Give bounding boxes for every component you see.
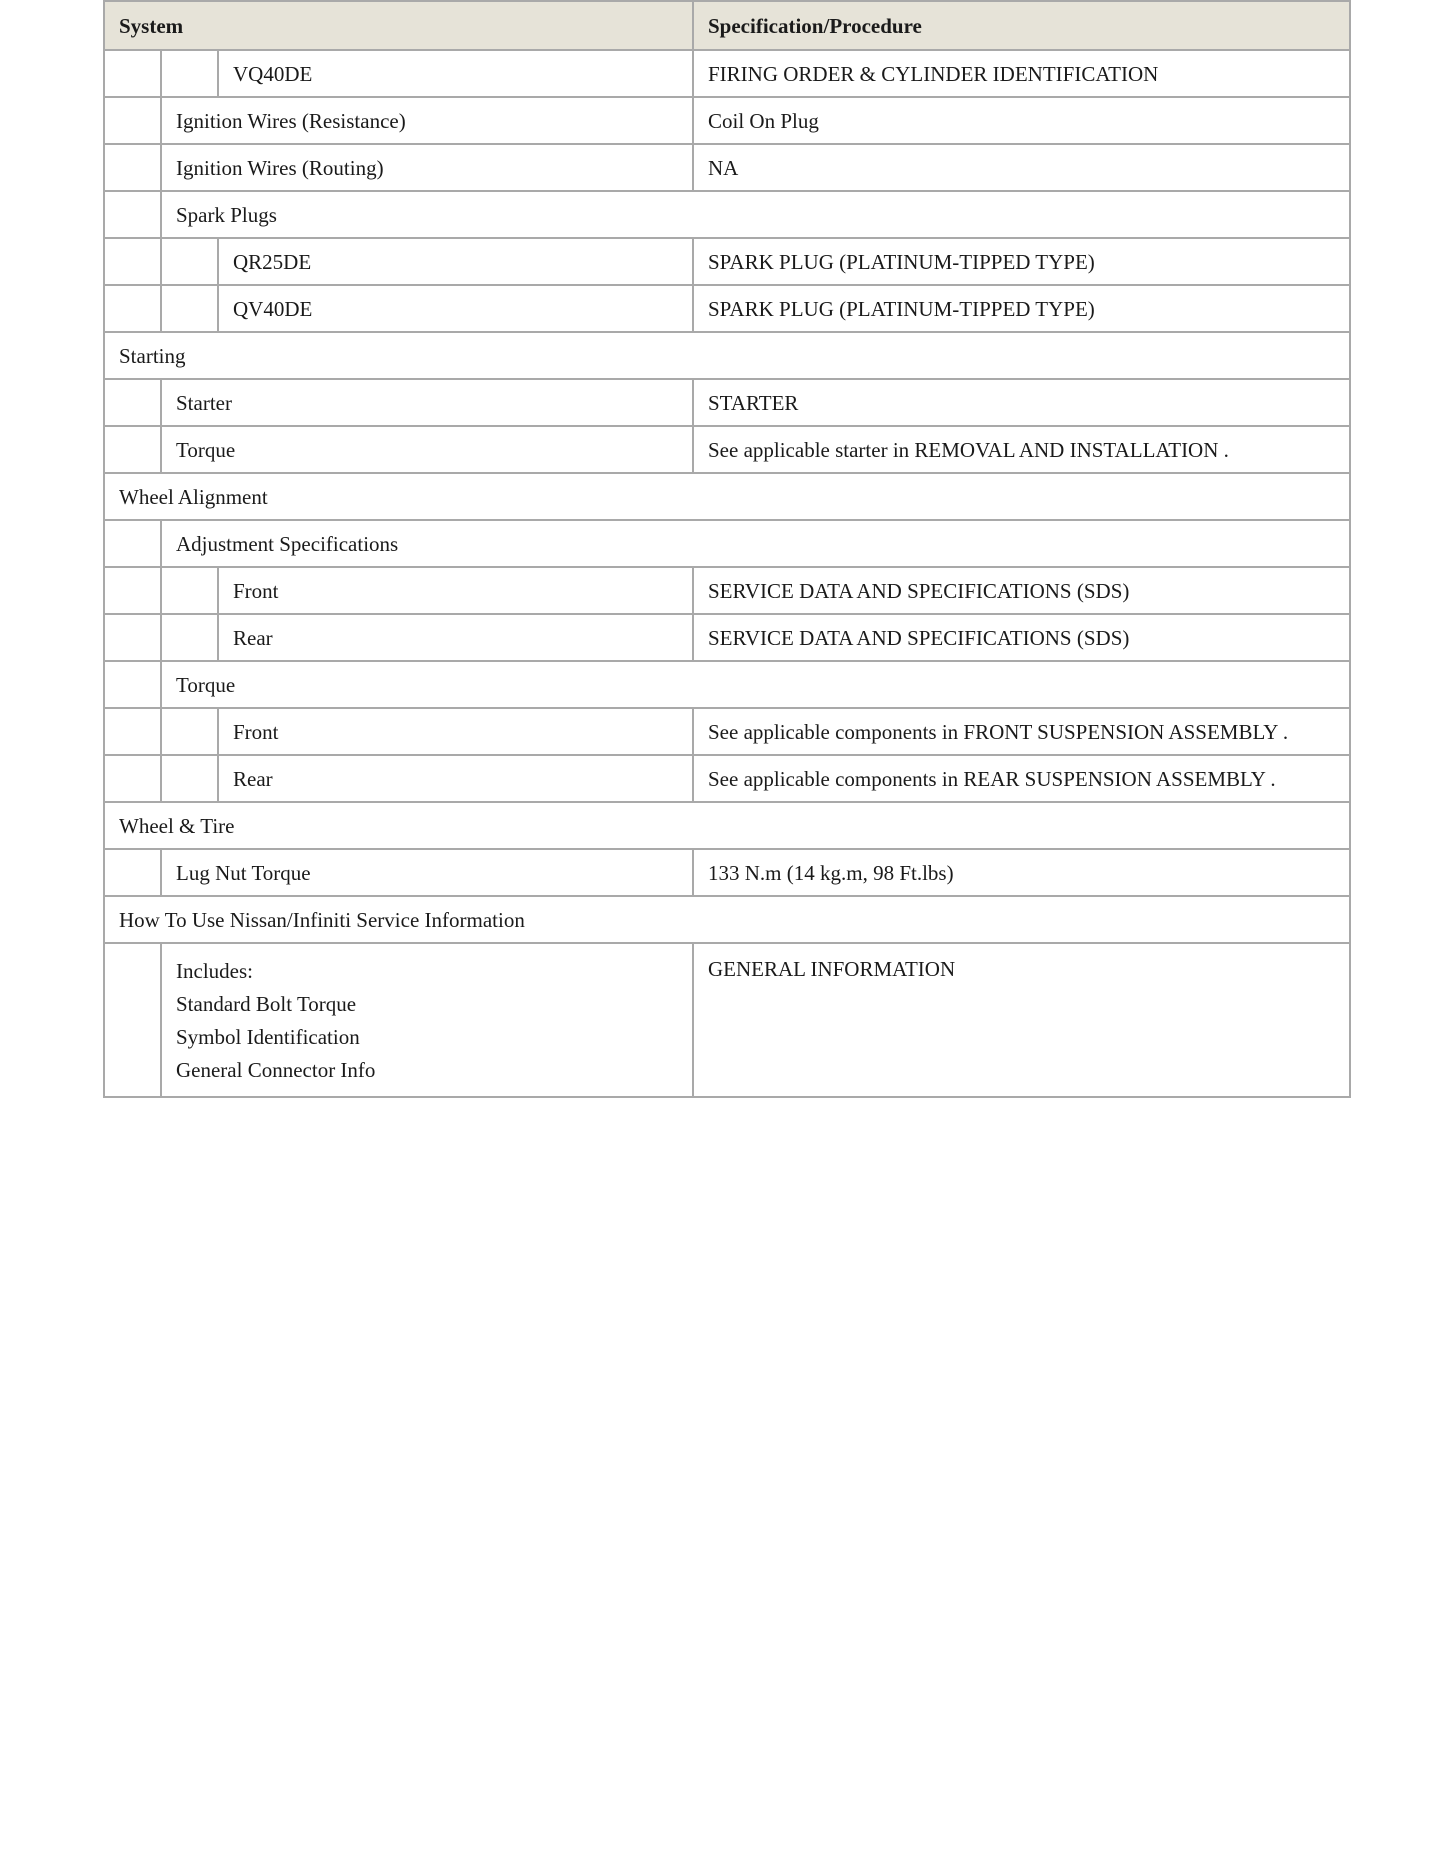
indent-cell (161, 755, 218, 802)
indent-cell (104, 520, 161, 567)
system-cell: Rear (218, 755, 693, 802)
indent-cell (104, 191, 161, 238)
system-cell: Adjustment Specifications (161, 520, 1350, 567)
system-cell: Wheel Alignment (104, 473, 1350, 520)
spec-cell: SPARK PLUG (PLATINUM-TIPPED TYPE) (693, 238, 1350, 285)
table-row (104, 708, 1350, 755)
system-cell: Ignition Wires (Resistance) (161, 97, 693, 144)
header-system: System (104, 1, 693, 50)
spec-cell: 133 N.m (14 kg.m, 98 Ft.lbs) (693, 849, 1350, 896)
system-cell: QV40DE (218, 285, 693, 332)
indent-cell (104, 708, 161, 755)
system-line: Standard Bolt Torque (176, 992, 357, 1016)
spec-cell: SPARK PLUG (PLATINUM-TIPPED TYPE) (693, 285, 1350, 332)
spec-cell: NA (693, 144, 1350, 191)
indent-cell (161, 614, 218, 661)
table-row (104, 379, 1350, 426)
system-cell: Rear (218, 614, 693, 661)
system-cell: Spark Plugs (161, 191, 1350, 238)
system-cell: How To Use Nissan/Infiniti Service Information (104, 896, 1350, 943)
table-row (104, 50, 1350, 97)
indent-cell (104, 285, 161, 332)
indent-cell (104, 755, 161, 802)
spec-cell: See applicable components in REAR SUSPENSION ASSEMBLY . (693, 755, 1350, 802)
indent-cell (161, 238, 218, 285)
table-row (104, 238, 1350, 285)
indent-cell (104, 238, 161, 285)
indent-cell (104, 97, 161, 144)
indent-cell (161, 708, 218, 755)
table-row (104, 661, 1350, 708)
indent-cell (104, 144, 161, 191)
header-row (104, 1, 1350, 50)
table-row (104, 943, 1350, 1097)
system-line: General Connector Info (176, 1058, 376, 1082)
system-cell: Front (218, 567, 693, 614)
table-row (104, 144, 1350, 191)
system-cell: Starting (104, 332, 1350, 379)
indent-cell (104, 943, 161, 1097)
system-cell: Torque (161, 426, 693, 473)
table-row (104, 285, 1350, 332)
system-cell: Lug Nut Torque (161, 849, 693, 896)
table-row (104, 473, 1350, 520)
indent-cell (104, 426, 161, 473)
indent-cell (104, 567, 161, 614)
table-row (104, 802, 1350, 849)
spec-cell: Coil On Plug (693, 97, 1350, 144)
header-spec: Specification/Procedure (693, 1, 1350, 50)
spec-table (103, 0, 1351, 1098)
system-cell: Front (218, 708, 693, 755)
spec-cell: See applicable starter in REMOVAL AND INSTALLATION . (693, 426, 1350, 473)
spec-body (104, 50, 1350, 1097)
table-row (104, 567, 1350, 614)
system-cell: Ignition Wires (Routing) (161, 144, 693, 191)
table-row (104, 426, 1350, 473)
table-row (104, 614, 1350, 661)
indent-cell (161, 285, 218, 332)
system-cell: Starter (161, 379, 693, 426)
spec-cell: GENERAL INFORMATION (693, 943, 1350, 1097)
system-cell: Torque (161, 661, 1350, 708)
indent-cell (104, 379, 161, 426)
spec-cell: STARTER (693, 379, 1350, 426)
system-line: Symbol Identification (176, 1025, 360, 1049)
spec-cell: See applicable components in FRONT SUSPENSION ASSEMBLY . (693, 708, 1350, 755)
table-row (104, 191, 1350, 238)
table-row (104, 896, 1350, 943)
indent-cell (161, 567, 218, 614)
system-line: Includes: (176, 959, 253, 983)
indent-cell (104, 661, 161, 708)
indent-cell (161, 50, 218, 97)
spec-cell: SERVICE DATA AND SPECIFICATIONS (SDS) (693, 567, 1350, 614)
indent-cell (104, 614, 161, 661)
system-cell (161, 943, 693, 1097)
table-row (104, 520, 1350, 567)
indent-cell (104, 849, 161, 896)
indent-cell (104, 50, 161, 97)
system-cell: QR25DE (218, 238, 693, 285)
system-cell: VQ40DE (218, 50, 693, 97)
table-row (104, 755, 1350, 802)
table-row (104, 97, 1350, 144)
spec-cell: FIRING ORDER & CYLINDER IDENTIFICATION (693, 50, 1350, 97)
table-row (104, 332, 1350, 379)
spec-cell: SERVICE DATA AND SPECIFICATIONS (SDS) (693, 614, 1350, 661)
system-cell: Wheel & Tire (104, 802, 1350, 849)
table-row (104, 849, 1350, 896)
